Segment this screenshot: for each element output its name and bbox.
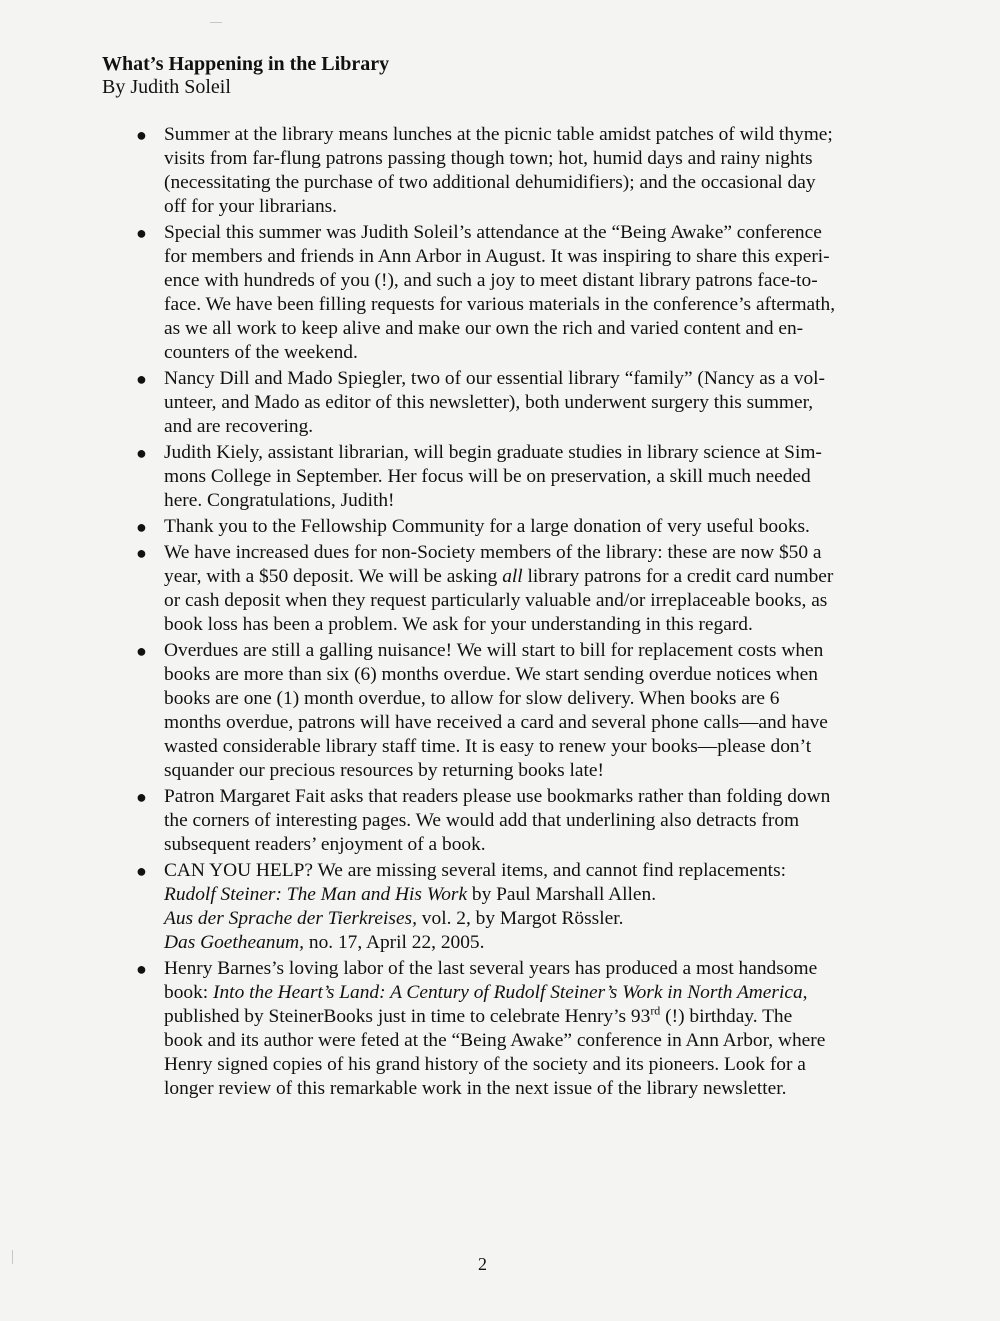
- bullet-text-line: [164, 613, 926, 637]
- scan-artifact: [12, 1250, 13, 1264]
- bullet-dot-icon: ●: [136, 861, 147, 881]
- bullet-text-line: [164, 859, 926, 883]
- bullet-item: [126, 859, 926, 955]
- italic-title-text: Das Goetheanum,: [164, 932, 305, 953]
- text-run: vol. 2, by Margot Rössler.: [416, 908, 624, 929]
- italic-title-text: Into the Heart’s Land: A Century of Rudolf Steiner’s Work in North America: [213, 982, 803, 1003]
- text-run: library patrons for a credit card number: [522, 566, 834, 587]
- bullet-dot-icon: ●: [136, 443, 147, 463]
- bullet-text-line: subsequent readers’ enjoyment of a book.: [164, 834, 486, 855]
- text-run: We have increased dues for non-Society members of the library: these are now $50 a: [164, 542, 822, 563]
- text-run: year, with a $50 deposit. We will be asking: [164, 566, 503, 587]
- bullet-text-line: ence with hundreds of you (!), and such a joy to meet distant library patrons face-to-: [164, 270, 818, 291]
- text-run: CAN YOU HELP? We are missing several items, and cannot find replacements:: [164, 860, 787, 881]
- bullet-item: [126, 515, 926, 539]
- bullet-item: [126, 123, 926, 219]
- bullet-text-line: and are recovering.: [164, 416, 314, 437]
- text-run: Henry signed copies of his grand history of the society and its pioneers. Look for a: [164, 1054, 806, 1075]
- superscript-text: rd: [650, 1003, 661, 1018]
- italic-title-text: Aus der Sprache der Tierkreises,: [164, 908, 417, 929]
- text-run: or cash deposit when they request particularly valuable and/or irreplaceable books, as: [164, 590, 828, 611]
- bullet-item: [126, 541, 926, 637]
- text-run: book and its author were feted at the “Being Awake” conference in Ann Arbor, where: [164, 1030, 826, 1051]
- bullet-text-line: Nancy Dill and Mado Spiegler, two of our essential library “family” (Nancy as a vol-: [164, 368, 825, 389]
- bullet-dot-icon: ●: [136, 369, 147, 389]
- italic-title-text: all: [502, 566, 523, 587]
- bullet-item: [126, 785, 926, 857]
- bullet-text-line: (necessitating the purchase of two additional dehumidifiers); and the occasional day: [164, 172, 816, 193]
- text-run: book:: [164, 982, 214, 1003]
- article-byline: By Judith Soleil: [102, 76, 231, 98]
- text-run: Henry Barnes’s loving labor of the last several years has produced a most handsome: [164, 958, 818, 979]
- bullet-item: [126, 441, 926, 513]
- scan-artifact: [210, 22, 222, 23]
- bullet-text-line: [164, 1005, 926, 1029]
- bullet-text-line: visits from far-flung patrons passing though town; hot, humid days and rainy nights: [164, 148, 813, 169]
- bullet-text-line: months overdue, patrons will have received a card and several phone calls—and have: [164, 712, 828, 733]
- bullet-text-line: [164, 957, 926, 981]
- bullet-text-line: Overdues are still a galling nuisance! We will start to bill for replacement costs when: [164, 640, 824, 661]
- article-title: What’s Happening in the Library: [102, 53, 390, 75]
- text-run: no. 17, April 22, 2005.: [304, 932, 485, 953]
- article-header: [102, 52, 922, 98]
- bullet-dot-icon: ●: [136, 517, 147, 537]
- bullet-text-line: face. We have been filling requests for various materials in the conference’s aftermath,: [164, 294, 836, 315]
- news-bullet-list: [126, 123, 926, 1103]
- bullet-item: [126, 957, 926, 1101]
- bullet-text-line: Summer at the library means lunches at the picnic table amidst patches of wild thyme;: [164, 124, 833, 145]
- bullet-text-line: [164, 981, 926, 1005]
- text-run: (!) birthday. The: [660, 1006, 793, 1027]
- text-run: by Paul Marshall Allen.: [467, 884, 657, 905]
- bullet-text-line: off for your librarians.: [164, 196, 338, 217]
- bullet-text-line: Patron Margaret Fait asks that readers please use bookmarks rather than folding down: [164, 786, 831, 807]
- bullet-text-line: wasted considerable library staff time. It is easy to renew your books—please don’t: [164, 736, 812, 757]
- bullet-text-line: [164, 883, 926, 907]
- text-run: longer review of this remarkable work in the next issue of the library newsletter.: [164, 1078, 787, 1099]
- bullet-item: [126, 639, 926, 783]
- text-run: ,: [802, 982, 808, 1003]
- bullet-dot-icon: ●: [136, 125, 147, 145]
- bullet-text-line: the corners of interesting pages. We would add that underlining also detracts from: [164, 810, 800, 831]
- bullet-text-line: [164, 565, 926, 589]
- bullet-text-line: [164, 541, 926, 565]
- bullet-text-line: books are one (1) month overdue, to allow for slow delivery. When books are 6: [164, 688, 780, 709]
- bullet-text-line: [164, 1029, 926, 1053]
- bullet-dot-icon: ●: [136, 959, 147, 979]
- text-run: book loss has been a problem. We ask for your understanding in this regard.: [164, 614, 753, 635]
- bullet-text-line: Thank you to the Fellowship Community for a large donation of very useful books.: [164, 516, 810, 537]
- bullet-text-line: [164, 589, 926, 613]
- bullet-text-line: books are more than six (6) months overdue. We start sending overdue notices when: [164, 664, 818, 685]
- bullet-text-line: for members and friends in Ann Arbor in August. It was inspiring to share this experi-: [164, 246, 830, 267]
- bullet-text-line: counters of the weekend.: [164, 342, 358, 363]
- bullet-dot-icon: ●: [136, 223, 147, 243]
- bullet-dot-icon: ●: [136, 641, 147, 661]
- bullet-text-line: here. Congratulations, Judith!: [164, 490, 395, 511]
- bullet-item: [126, 221, 926, 365]
- bullet-text-line: unteer, and Mado as editor of this newsletter), both underwent surgery this summer,: [164, 392, 814, 413]
- bullet-text-line: squander our precious resources by returning books late!: [164, 760, 604, 781]
- bullet-text-line: [164, 907, 926, 931]
- bullet-text-line: mons College in September. Her focus will be on preservation, a skill much needed: [164, 466, 811, 487]
- bullet-text-line: Judith Kiely, assistant librarian, will begin graduate studies in library science at Sim-: [164, 442, 822, 463]
- bullet-dot-icon: ●: [136, 787, 147, 807]
- bullet-text-line: as we all work to keep alive and make our own the rich and varied content and en-: [164, 318, 804, 339]
- bullet-item: [126, 367, 926, 439]
- italic-title-text: Rudolf Steiner: The Man and His Work: [164, 884, 468, 905]
- bullet-dot-icon: ●: [136, 543, 147, 563]
- text-run: published by SteinerBooks just in time to celebrate Henry’s 93: [164, 1006, 651, 1027]
- bullet-text-line: [164, 931, 926, 955]
- bullet-text-line: Special this summer was Judith Soleil’s attendance at the “Being Awake” conference: [164, 222, 822, 243]
- bullet-text-line: [164, 1053, 926, 1077]
- page-number: 2: [478, 1254, 487, 1274]
- bullet-text-line: [164, 1077, 926, 1101]
